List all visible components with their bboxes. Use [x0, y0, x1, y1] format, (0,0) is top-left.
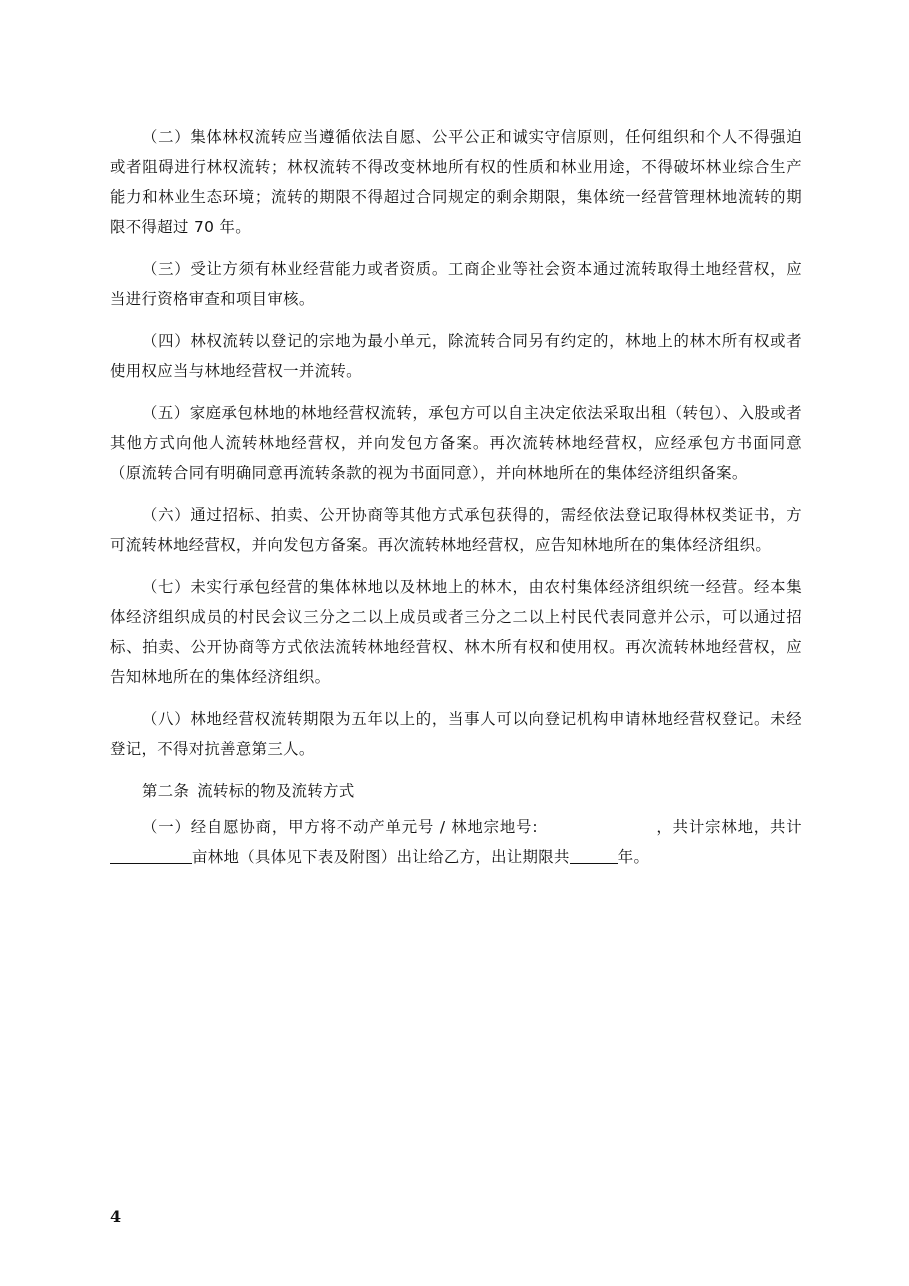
area-blank[interactable]: [110, 845, 192, 864]
paragraph-4: （四）林权流转以登记的宗地为最小单元，除流转合同另有约定的，林地上的林木所有权或者使用权应当与林地经营权一并流转。: [110, 332, 802, 380]
paragraph-3: （三）受让方须有林业经营能力或者资质。工商企业等社会资本通过流转取得土地经营权，应当进行资格审查和项目审核。: [110, 260, 802, 308]
clause-one-text-4: 年。: [617, 848, 650, 866]
clause-one: [110, 812, 802, 872]
paragraph-5: （五）家庭承包林地的林地经营权流转，承包方可以自主决定依法采取出租（转包）、入股或者其他方式向他人流转林地经营权，并向发包方备案。再次流转林地经营权，应经承包方书面同意（原流转合同有明确同意再流转条款的视为书面同意），并向林地所在的集体经济组织备案。: [110, 404, 802, 482]
paragraph-7: （七）未实行承包经营的集体林地以及林地上的林木，由农村集体经济组织统一经营。经本集体经济组织成员的村民会议三分之二以上成员或者三分之二以上村民代表同意并公示，可以通过招标、拍卖、公开协商等方式依法流转林地经营权、林木所有权和使用权。再次流转林地经营权，应告知林地所在的集体经济组织。: [110, 578, 802, 686]
paragraph-6: （六）通过招标、拍卖、公开协商等其他方式承包获得的，需经依法登记取得林权类证书，方可流转林地经营权，并向发包方备案。再次流转林地经营权，应告知林地所在的集体经济组织。: [110, 506, 802, 554]
clause-one-text-1: （一）经自愿协商，甲方将不动产单元号 / 林地宗地号:: [142, 818, 538, 836]
paragraph-8: （八）林地经营权流转期限为五年以上的，当事人可以向登记机构申请林地经营权登记。未经登记，不得对抗善意第三人。: [110, 710, 802, 758]
document-body: [110, 122, 802, 884]
article-heading: [110, 776, 802, 806]
term-blank[interactable]: [570, 845, 618, 864]
article-title: 流转标的物及流转方式: [197, 782, 355, 800]
paragraph-2: （二）集体林权流转应当遵循依法自愿、公平公正和诚实守信原则，任何组织和个人不得强迫或者阻碍进行林权流转；林权流转不得改变林地所有权的性质和林业用途，不得破坏林业综合生产能力和林业生态环境；流转的期限不得超过合同规定的剩余期限，集体统一经营管理林地流转的期限不得超过 70 年。: [110, 128, 802, 236]
clause-one-text-3: 亩林地（具体见下表及附图）出让给乙方，出让期限共: [192, 848, 570, 866]
clause-one-text-2: ，共计宗林地，共计: [655, 818, 803, 836]
article-number: 第二条: [142, 782, 190, 800]
page-number: 4: [110, 1207, 122, 1226]
